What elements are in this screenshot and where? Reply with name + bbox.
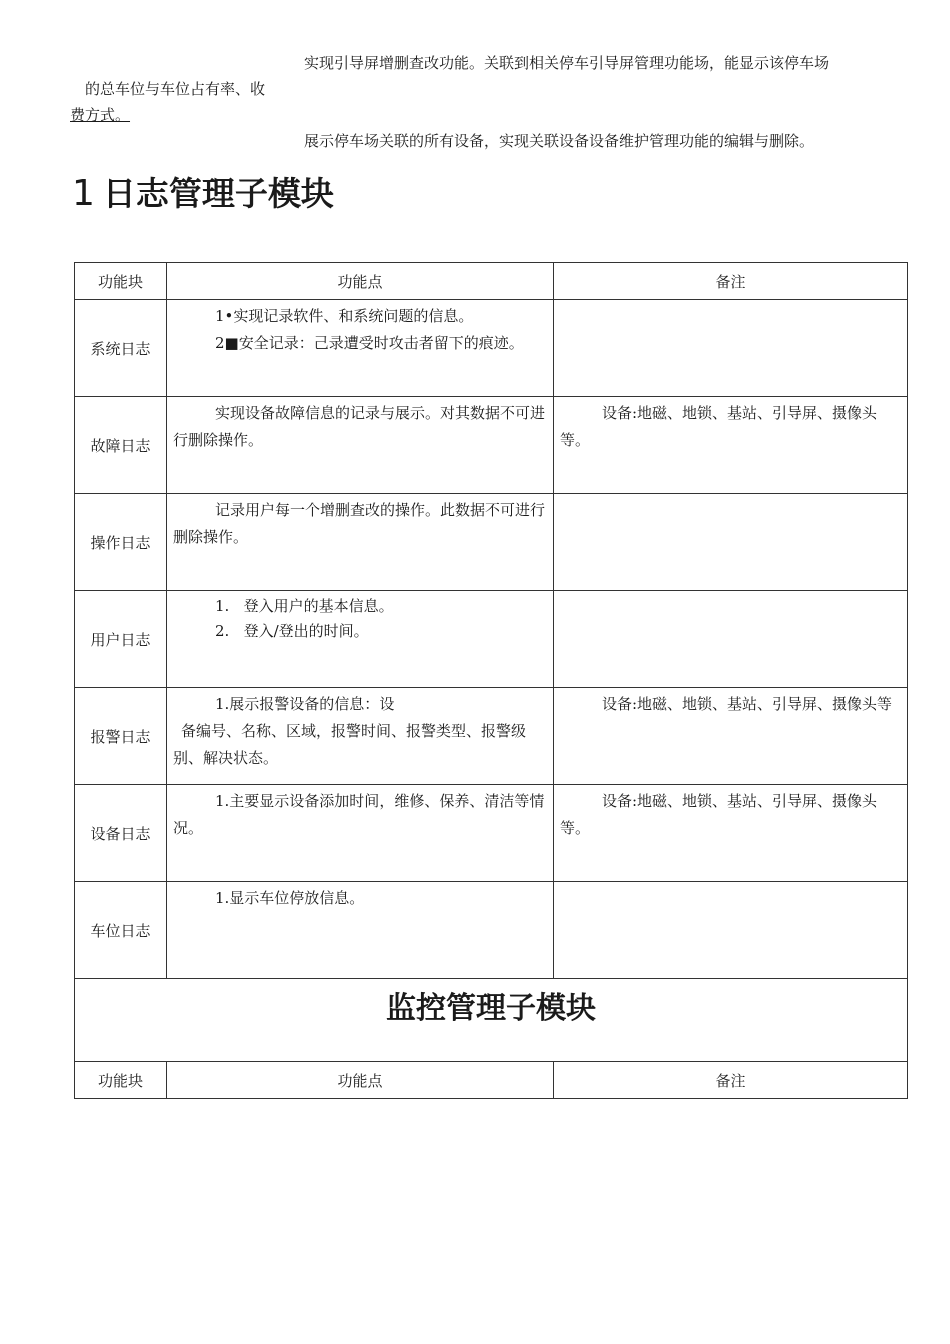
section-title: 日志管理子模块 [102,174,334,213]
row-note-text: 设备:地磁、地锁、基站、引导屏、摄像头等。 [560,404,878,449]
row-note-text [554,300,907,307]
row-note-text: 设备:地磁、地锁、基站、引导屏、摄像头等 [602,695,893,713]
row-note [554,494,908,591]
table-row [75,591,908,688]
table-header-row-2 [75,1062,908,1099]
table-row [75,494,908,591]
header-block: 功能块 [75,263,167,300]
section2-title: 监控管理子模块 [386,991,596,1026]
table-row [75,300,908,397]
log-table [74,262,908,1099]
row-points [167,591,554,688]
row-note [554,591,908,688]
row-point: 实现设备故障信息的记录与展示。对其数据不可进行删除操作。 [173,404,546,449]
header-note: 备注 [554,263,908,300]
row-point: 记录用户每一个增删查改的操作。此数据不可进行删除操作。 [173,501,546,546]
row-point: 2. 登入/登出的时间。 [215,622,369,640]
intro-line-4-tail: 的编辑与删除。 [709,132,815,150]
row-block: 设备日志 [75,785,167,882]
row-note [554,785,908,882]
header-points: 功能点 [167,263,554,300]
row-points [167,785,554,882]
intro-bold-guide-screen: 引导屏管理功能 [589,54,695,72]
row-note-text [554,591,907,598]
row-note-text: 设备:地磁、地锁、基站、引导屏、摄像头等。 [560,792,878,837]
row-note [554,397,908,494]
table-row [75,688,908,785]
row-block: 车位日志 [75,882,167,979]
row-points [167,882,554,979]
intro-line-4 [304,130,814,151]
row-note [554,882,908,979]
intro-line-1 [304,52,829,73]
intro-line-1-text: 实现引导屏增删查改功能。关联到相关停车 [304,54,590,72]
section-number: 1 [72,173,95,214]
intro-line-1-tail: 场，能显示该停车场 [694,54,830,72]
row-note [554,300,908,397]
intro-line-3: 费方式。 [70,106,131,124]
section2-row [75,979,908,1062]
row-points [167,397,554,494]
row-point: 1.显示车位停放信息。 [215,889,365,907]
row-note [554,688,908,785]
row-block: 故障日志 [75,397,167,494]
row-note-text [554,494,907,501]
row-point: 2■安全记录：己录遭受时攻击者留下的痕迹。 [215,334,524,352]
table-header-row [75,263,908,300]
row-point: 1.展示报警设备的信息：设 [215,695,395,713]
row-block: 用户日志 [75,591,167,688]
row-note-text [554,882,907,889]
intro-bold-device-maintenance: 设备维护管理功能 [589,132,710,150]
header2-block: 功能块 [75,1062,167,1099]
section-heading [72,168,334,215]
row-point: 1•实现记录软件、和系统问题的信息。 [215,307,474,325]
intro-line-2: 的总车位与车位占有率、收 [85,80,266,98]
row-point: 1. 登入用户的基本信息。 [215,597,394,615]
row-block: 报警日志 [75,688,167,785]
header2-points: 功能点 [167,1062,554,1099]
row-points [167,688,554,785]
table-row [75,882,908,979]
row-point: 备编号、名称、区域，报警时间、报警类型、报警级别、解决状态。 [173,722,527,767]
table-row [75,785,908,882]
intro-line-4-text: 展示停车场关联的所有设备，实现关联设备 [304,132,590,150]
row-block: 系统日志 [75,300,167,397]
header2-note: 备注 [554,1062,908,1099]
row-points [167,300,554,397]
row-points [167,494,554,591]
table-row [75,397,908,494]
row-point: 1.主要显示设备添加时间，维修、保养、清洁等情况。 [173,792,545,837]
row-block: 操作日志 [75,494,167,591]
section2-cell [75,979,908,1062]
